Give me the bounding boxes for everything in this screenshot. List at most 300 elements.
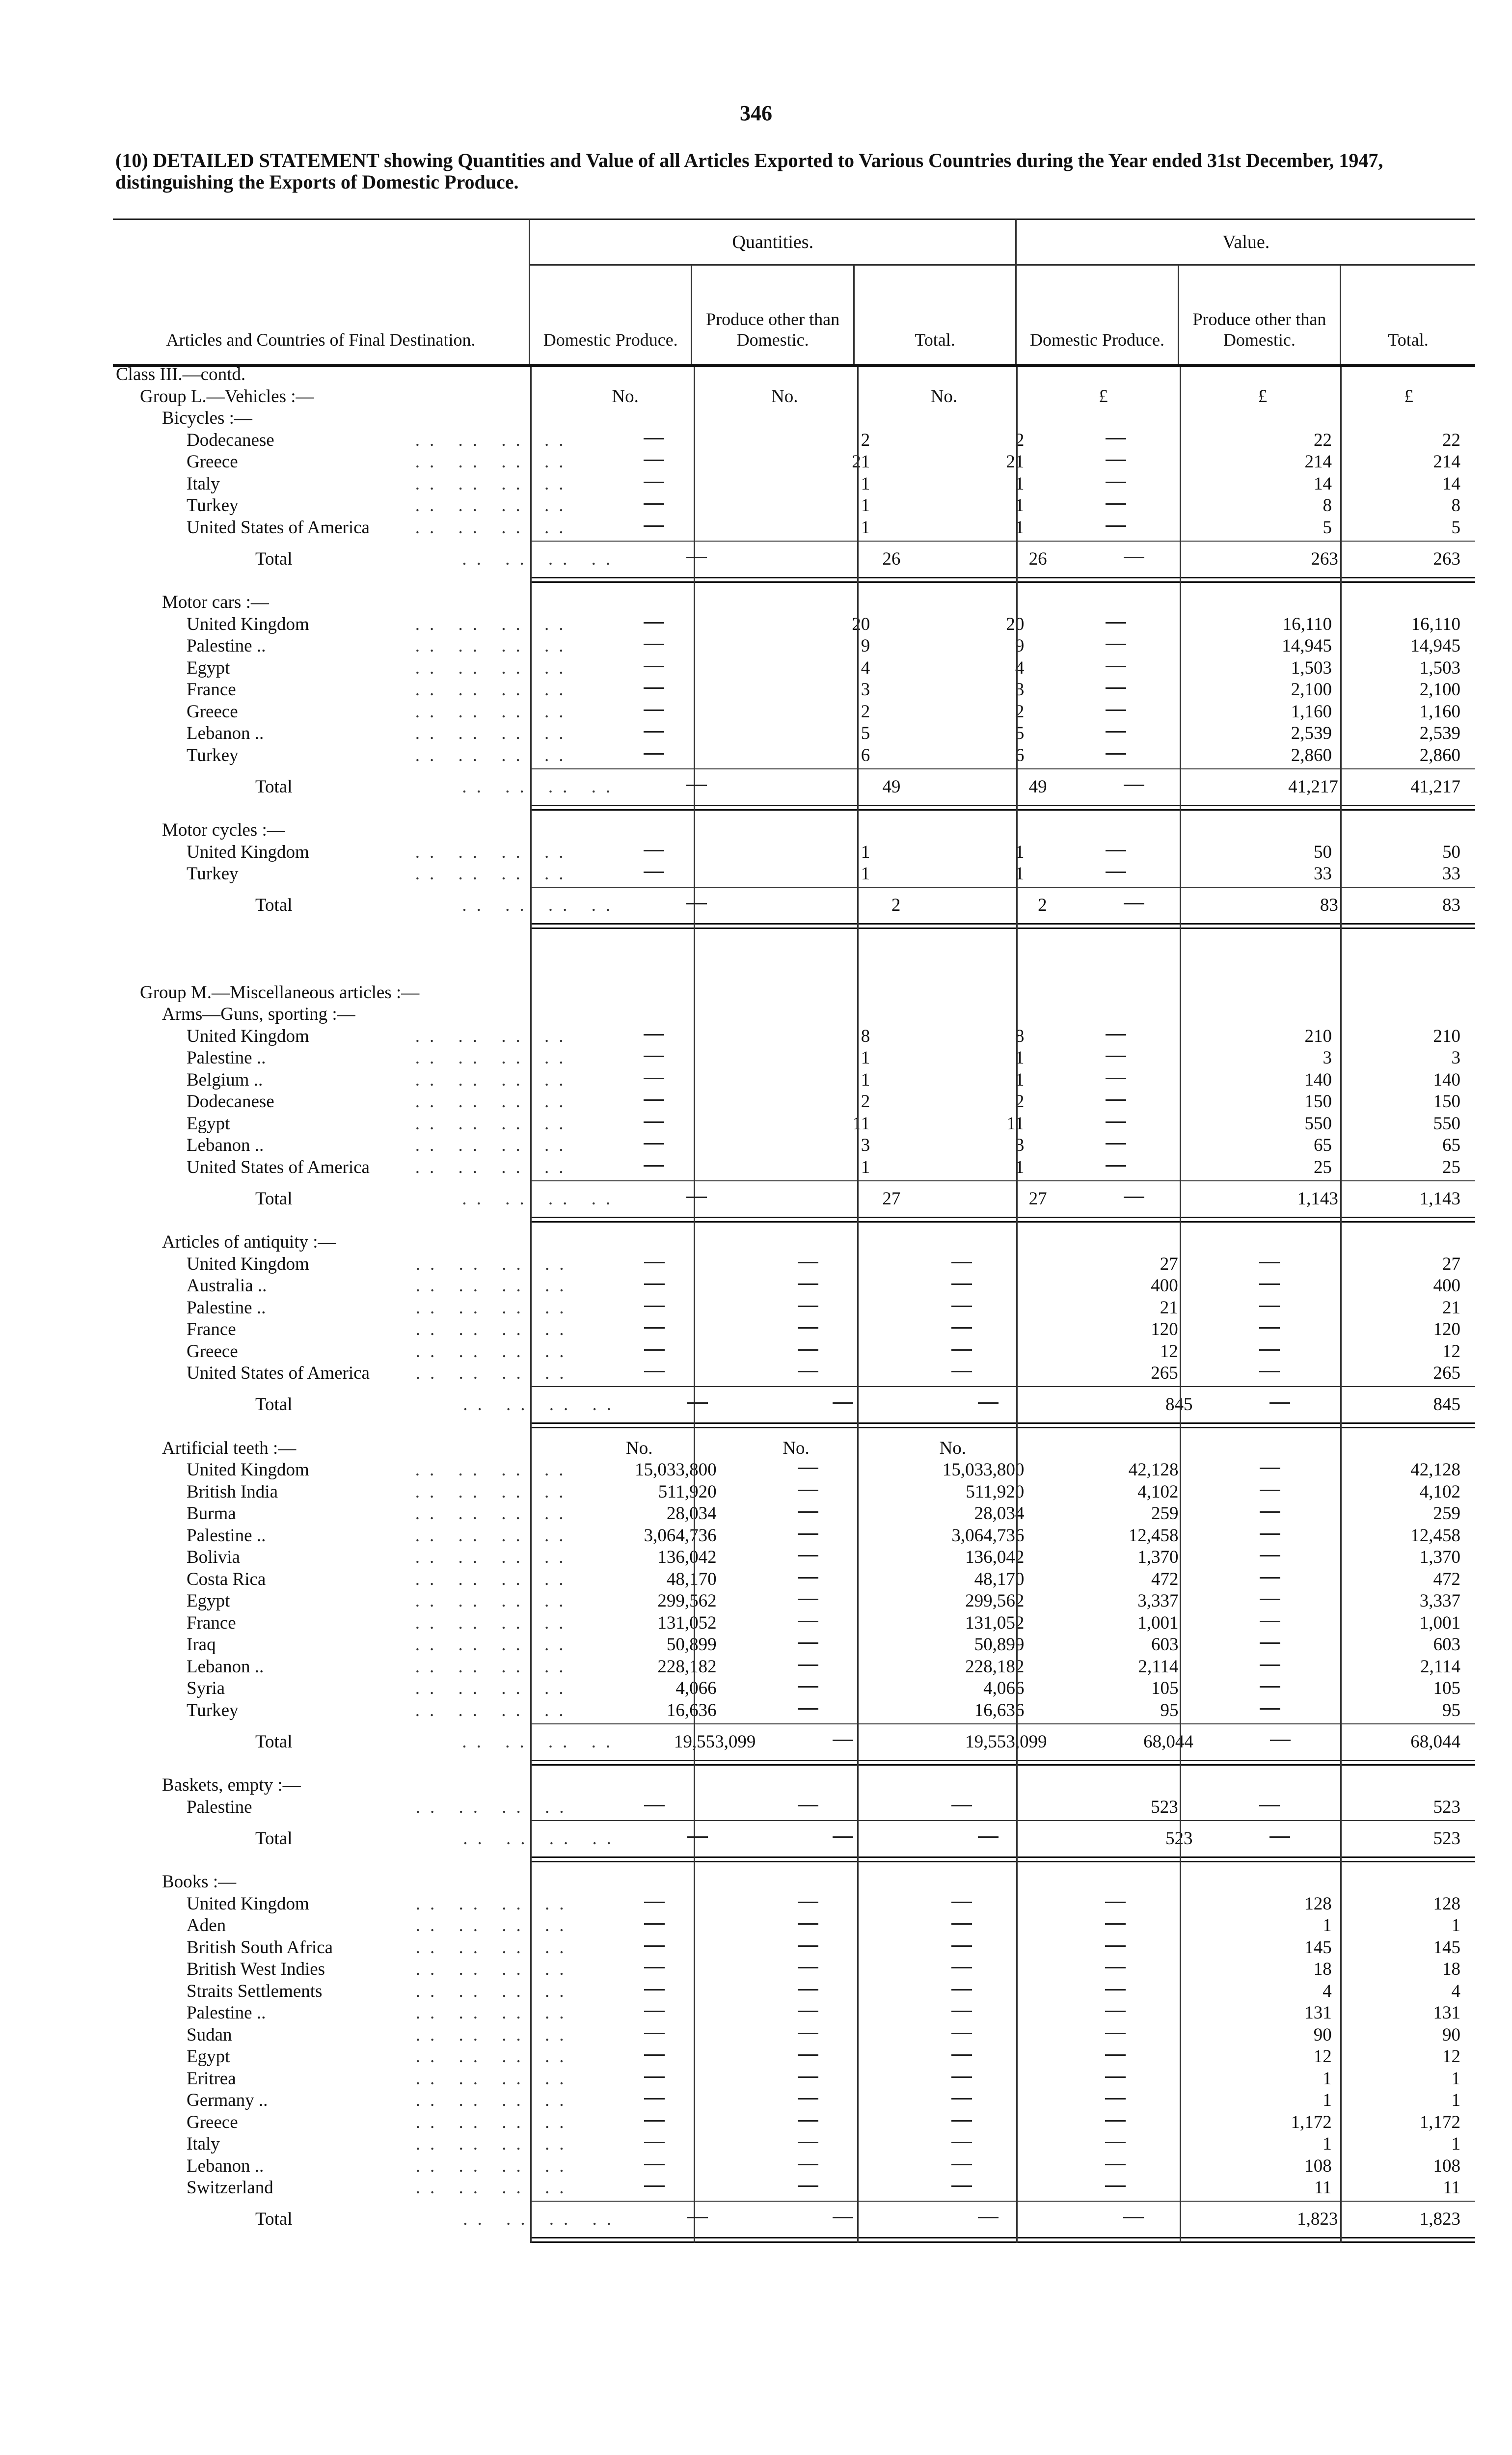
table-row <box>113 451 1475 473</box>
value-cell: 1,823 <box>1419 2209 1461 2229</box>
dash-mark <box>798 1642 818 1644</box>
leader-dots: .. .. .. .. <box>415 2068 574 2089</box>
nil-dash <box>1039 723 1192 744</box>
value-cell: 90 <box>1313 2024 1332 2045</box>
value-cell: 48,170 <box>666 1569 717 1589</box>
dash-mark <box>1124 557 1144 558</box>
row-label <box>113 863 577 885</box>
dash-mark <box>1260 1708 1280 1710</box>
value-cell: 150 <box>1433 1091 1460 1112</box>
leader-dots: .. .. .. .. <box>462 895 621 915</box>
dash-mark <box>798 1262 818 1263</box>
value-cell: 1 <box>1015 517 1025 538</box>
dash-mark <box>1106 622 1126 624</box>
dash-mark <box>644 2185 665 2187</box>
leader-dots: .. .. .. .. <box>415 2178 574 2198</box>
row-label-text: Total <box>255 2209 293 2229</box>
leader-dots: .. .. .. .. <box>415 1959 574 1979</box>
nil-dash <box>731 1569 885 1590</box>
dash-mark <box>1106 872 1126 873</box>
dash-mark <box>1260 1577 1280 1579</box>
dash-mark <box>798 1349 818 1351</box>
nil-dash <box>885 1254 1038 1275</box>
dash-mark <box>1260 1642 1280 1644</box>
table-row <box>113 2177 1475 2199</box>
value-cell: 1,503 <box>1419 657 1460 678</box>
dash-mark <box>951 1805 972 1806</box>
nil-dash <box>1038 1915 1192 1937</box>
row-label-text: Egypt <box>187 1591 230 1611</box>
value-cell: 120 <box>1433 1319 1460 1339</box>
dash-mark <box>644 1121 664 1123</box>
value-cell: 49 <box>1028 776 1047 797</box>
nil-dash <box>731 1590 885 1612</box>
nil-dash <box>577 723 731 744</box>
value-cell: 12 <box>1313 2046 1332 2067</box>
row-label-text: Greece <box>187 2112 238 2132</box>
value-cell: 9 <box>1015 636 1025 656</box>
dash-mark <box>798 1621 818 1622</box>
nil-dash <box>1193 1525 1347 1547</box>
value-cell: 90 <box>1442 2024 1460 2045</box>
unit-cell: No. <box>783 1438 810 1458</box>
value-cell: 1 <box>1015 473 1025 494</box>
table-row <box>113 723 1475 745</box>
value-cell: 25 <box>1442 1157 1460 1177</box>
row-label-text: Turkey <box>187 495 239 516</box>
row-label-text: Articles of antiquity :— <box>162 1232 336 1252</box>
dash-mark <box>1259 1805 1280 1806</box>
row-label <box>113 1915 578 1937</box>
value-cell: 145 <box>1304 1937 1332 1958</box>
row-label <box>113 2002 578 2024</box>
row-label <box>113 723 577 744</box>
value-cell: 5 <box>1451 517 1460 538</box>
value-cell: 11 <box>1314 2178 1332 2198</box>
row-label-text: United States of America <box>187 517 370 538</box>
dash-mark <box>1106 525 1126 527</box>
dash-mark <box>1106 1099 1126 1101</box>
leader-dots: .. .. .. .. <box>415 1893 574 1914</box>
nil-dash <box>916 1828 1061 1850</box>
row-label <box>113 1319 578 1340</box>
nil-dash <box>1039 1091 1192 1113</box>
dash-mark <box>951 1902 972 1903</box>
table-row <box>113 473 1475 495</box>
dash-mark <box>951 2054 972 2056</box>
row-label-text: Total <box>255 1731 293 1752</box>
dash-mark <box>798 1490 818 1491</box>
dash-mark <box>644 731 664 733</box>
row-label <box>113 1188 624 1210</box>
value-cell: 28,034 <box>974 1503 1025 1524</box>
row-label <box>113 745 577 766</box>
leader-dots: .. .. .. .. <box>415 701 573 722</box>
dash-mark <box>1260 1599 1280 1600</box>
dash-mark <box>1106 644 1126 645</box>
dash-mark <box>833 1836 853 1838</box>
leader-dots: .. .. .. .. <box>415 864 573 884</box>
dash-mark <box>1105 1923 1126 1925</box>
row-label <box>113 1656 577 1678</box>
value-cell: 2 <box>861 701 870 722</box>
row-label <box>113 1700 577 1721</box>
nil-dash <box>1193 1341 1347 1363</box>
double-rule <box>530 1856 1475 1862</box>
value-cell: 2,860 <box>1291 745 1332 765</box>
value-cell: 11 <box>1443 2178 1460 2198</box>
dash-mark <box>798 1468 818 1469</box>
row-label <box>113 1363 578 1384</box>
leader-dots: .. .. .. .. <box>415 636 573 656</box>
nil-dash <box>578 1297 731 1319</box>
total-row <box>113 1724 1475 1753</box>
val-other-header: Produce other than Domestic. <box>1178 266 1340 364</box>
row-label <box>113 1069 577 1091</box>
value-cell: 105 <box>1433 1678 1460 1698</box>
leader-dots: .. .. .. .. <box>415 1591 573 1611</box>
dash-mark <box>686 785 707 786</box>
nil-dash <box>731 2024 885 2046</box>
dash-mark <box>1105 1967 1126 1968</box>
column-headers <box>113 220 1475 367</box>
row-label-text: Egypt <box>187 1113 230 1134</box>
row-label-text: Total <box>255 1394 293 1415</box>
row-label-text: Books :— <box>162 1872 237 1892</box>
nil-dash <box>1208 1828 1353 1850</box>
value-cell: 2 <box>1015 701 1025 722</box>
value-cell: 210 <box>1304 1026 1332 1046</box>
dash-mark <box>644 753 664 755</box>
nil-dash <box>885 2068 1038 2090</box>
nil-dash <box>625 1394 770 1416</box>
double-rule <box>530 577 1475 583</box>
nil-dash <box>1193 1569 1347 1590</box>
nil-dash <box>731 1525 885 1547</box>
nil-dash <box>1039 842 1192 863</box>
dash-mark <box>644 482 664 483</box>
table-row <box>113 1656 1475 1678</box>
row-label <box>113 1503 577 1525</box>
row-label <box>113 592 560 613</box>
row-label <box>113 1634 577 1656</box>
value-cell: 21 <box>1442 1297 1460 1318</box>
value-cell: 33 <box>1313 864 1332 884</box>
dash-mark <box>644 644 664 645</box>
row-label <box>113 1612 577 1634</box>
dash-mark <box>798 1599 818 1600</box>
value-cell: 1,503 <box>1291 657 1332 678</box>
row-label <box>113 1254 578 1275</box>
row-label-text: Greece <box>187 452 238 472</box>
table-row <box>113 1275 1475 1297</box>
unit-cell: £ <box>1258 386 1268 407</box>
row-label-text: Lebanon .. <box>187 723 264 743</box>
row-label <box>113 1828 625 1850</box>
value-cell: 21 <box>1006 452 1025 472</box>
table-row <box>113 1069 1475 1091</box>
table-row <box>113 841 1475 863</box>
value-cell: 128 <box>1304 1893 1332 1914</box>
row-label <box>113 386 545 408</box>
dash-mark <box>1124 785 1144 786</box>
row-label <box>113 1981 578 2002</box>
quantities-header: Quantities. <box>732 232 814 252</box>
nil-dash <box>1193 1275 1347 1297</box>
qty-domestic-header: Domestic Produce. <box>543 330 678 350</box>
nil-dash <box>770 1394 916 1416</box>
dash-mark <box>798 1371 818 1372</box>
nil-dash <box>731 2068 885 2090</box>
value-cell: 4 <box>861 657 870 678</box>
row-label-text: Iraq <box>187 1635 216 1655</box>
qty-total-header: Total. <box>853 266 1015 364</box>
nil-dash <box>578 2068 731 2090</box>
row-label-text: British West Indies <box>187 1959 325 1979</box>
value-cell: 214 <box>1304 452 1332 472</box>
row-label <box>113 1774 560 1796</box>
value-cell: 12,458 <box>1128 1525 1179 1546</box>
row-label-text: Baskets, empty :— <box>162 1775 301 1795</box>
table-row <box>113 1547 1475 1569</box>
value-cell: 19,553,099 <box>674 1731 756 1752</box>
row-label-text: Total <box>255 895 293 915</box>
row-label <box>113 657 577 679</box>
dash-mark <box>798 1923 818 1925</box>
row-label-text: Greece <box>187 701 238 722</box>
value-cell: 2 <box>861 1091 870 1112</box>
value-cell: 1 <box>1015 495 1025 516</box>
value-cell: 11 <box>852 1113 870 1134</box>
row-label-text: Turkey <box>187 745 239 765</box>
leader-dots: .. .. .. .. <box>415 1113 573 1134</box>
nil-dash <box>1038 2046 1192 2068</box>
row-label-text: Egypt <box>187 2046 230 2067</box>
value-cell: 263 <box>1433 548 1460 569</box>
row-label <box>113 635 577 657</box>
leader-dots: .. .. .. .. <box>415 2090 574 2110</box>
row-label <box>113 451 577 473</box>
nil-dash <box>625 2209 770 2230</box>
nil-dash <box>577 430 731 451</box>
value-cell: 48,170 <box>974 1569 1025 1589</box>
nil-dash <box>1208 1731 1353 1753</box>
leader-dots: .. .. .. .. <box>415 2046 574 2067</box>
value-cell: 145 <box>1433 1937 1460 1958</box>
leader-dots: .. .. .. .. <box>462 1731 621 1752</box>
dash-mark <box>1105 1902 1126 1903</box>
table-row <box>113 1503 1475 1525</box>
value-cell: 27 <box>1028 1188 1047 1209</box>
nil-dash <box>578 1797 731 1818</box>
heading-row <box>113 1231 1475 1254</box>
table-row <box>113 679 1475 701</box>
value-cell: 259 <box>1151 1503 1179 1524</box>
row-label <box>113 614 577 635</box>
dash-mark <box>1105 2011 1126 2012</box>
value-cell: 8 <box>861 1026 870 1046</box>
nil-dash <box>731 1297 885 1319</box>
leader-dots: .. .. .. .. <box>415 745 573 765</box>
heading-row <box>113 1871 1475 1893</box>
nil-dash <box>577 863 731 885</box>
dash-mark <box>1105 2054 1126 2056</box>
heading-row <box>113 592 1475 614</box>
nil-dash <box>578 1981 731 2002</box>
nil-dash <box>578 1959 731 1980</box>
heading-row <box>113 819 1475 842</box>
value-cell: 50,899 <box>974 1635 1025 1655</box>
nil-dash <box>577 495 731 517</box>
row-label <box>113 2068 578 2090</box>
double-rule <box>530 1422 1475 1428</box>
value-cell: 2,100 <box>1291 680 1332 700</box>
nil-dash <box>1039 517 1192 539</box>
table-row <box>113 1481 1475 1503</box>
row-label <box>113 1937 578 1959</box>
nil-dash <box>885 1915 1038 1937</box>
value-cell: 3 <box>861 1135 870 1155</box>
row-label <box>113 408 560 429</box>
dash-mark <box>798 1708 818 1710</box>
nil-dash <box>1038 2024 1192 2046</box>
table-row <box>113 1525 1475 1547</box>
row-label <box>113 1004 560 1025</box>
value-header: Value. <box>1015 220 1475 264</box>
total-row <box>113 1181 1475 1210</box>
unit-cell: £ <box>1099 386 1108 407</box>
nil-dash <box>1039 701 1192 723</box>
dash-mark <box>1124 903 1144 904</box>
row-label-text: Australia .. <box>187 1276 267 1296</box>
row-label-text: Palestine .. <box>187 2003 266 2023</box>
table-row <box>113 1699 1475 1721</box>
table-row <box>113 635 1475 657</box>
value-cell: 22 <box>1442 430 1460 450</box>
value-cell: 12 <box>1442 2046 1460 2067</box>
dash-mark <box>951 1989 972 1991</box>
nil-dash <box>1193 1612 1347 1634</box>
nil-dash <box>731 1893 885 1915</box>
nil-dash <box>1193 1254 1347 1275</box>
row-label-text: Aden <box>187 1915 226 1936</box>
dash-mark <box>798 1902 818 1903</box>
statement-table <box>113 218 1475 2252</box>
value-cell: 83 <box>1442 895 1460 915</box>
value-cell: 1 <box>861 517 870 538</box>
value-cell: 1 <box>1323 1915 1332 1936</box>
dash-mark <box>798 1989 818 1991</box>
value-cell: 299,562 <box>965 1591 1025 1611</box>
dash-mark <box>644 1056 664 1057</box>
dash-mark <box>1260 1490 1280 1491</box>
leader-dots: .. .. .. .. <box>462 1188 621 1209</box>
leader-dots: .. .. .. .. <box>415 2134 574 2154</box>
value-cell: 228,182 <box>657 1656 717 1677</box>
nil-dash <box>1039 1135 1192 1156</box>
row-label <box>113 548 624 570</box>
value-cell: 4,066 <box>983 1678 1025 1698</box>
leader-dots: .. .. .. .. <box>415 2024 574 2045</box>
value-cell: 11 <box>1006 1113 1025 1134</box>
dash-mark <box>951 1371 972 1372</box>
value-cell: 42,128 <box>1128 1460 1179 1480</box>
spacer-row <box>113 938 1475 960</box>
value-cell: 1 <box>1451 1915 1460 1936</box>
row-label <box>113 1091 577 1113</box>
dash-mark <box>1106 503 1126 505</box>
row-label-text: Palestine .. <box>187 1525 266 1546</box>
nil-dash <box>1038 2068 1192 2090</box>
dash-mark <box>1105 1989 1126 1991</box>
table-row <box>113 744 1475 766</box>
table-row <box>113 1297 1475 1319</box>
value-cell: 2,539 <box>1291 723 1332 743</box>
value-cell: 1,370 <box>1137 1547 1179 1567</box>
nil-dash <box>731 1700 885 1721</box>
dash-mark <box>798 2120 818 2122</box>
dash-mark <box>798 2054 818 2056</box>
nil-dash <box>885 1297 1038 1319</box>
nil-dash <box>1039 635 1192 657</box>
nil-dash <box>731 2177 885 2199</box>
total-row <box>113 888 1475 916</box>
value-cell: 2,114 <box>1138 1656 1179 1677</box>
dash-mark <box>1105 1945 1126 1947</box>
leader-dots: .. .. .. .. <box>415 1635 573 1655</box>
nil-dash <box>578 1363 731 1384</box>
value-cell: 1 <box>1323 2134 1332 2154</box>
table-row <box>113 1363 1475 1385</box>
table-row <box>113 2024 1475 2046</box>
dash-mark <box>644 687 664 689</box>
row-label <box>113 2209 625 2230</box>
table-row <box>113 1980 1475 2002</box>
value-cell: 1 <box>1015 1157 1025 1177</box>
dash-mark <box>1105 2033 1126 2034</box>
dash-mark <box>798 1967 818 1968</box>
value-cell: 1 <box>861 495 870 516</box>
dash-mark <box>798 2142 818 2143</box>
value-cell: 65 <box>1313 1135 1332 1155</box>
dash-mark <box>951 1945 972 1947</box>
row-label-text: Palestine .. <box>187 636 266 656</box>
value-cell: 2,860 <box>1419 745 1460 765</box>
dash-mark <box>686 1197 707 1198</box>
nil-dash <box>1062 1188 1207 1210</box>
double-rule <box>530 1760 1475 1766</box>
leader-dots: .. .. .. .. <box>415 1460 573 1480</box>
nil-dash <box>1193 1547 1347 1568</box>
row-label-text: United States of America <box>187 1363 370 1383</box>
value-cell: 1 <box>861 473 870 494</box>
dash-mark <box>951 2120 972 2122</box>
dash-mark <box>1105 2142 1126 2143</box>
table-row <box>113 2111 1475 2133</box>
row-label <box>113 473 577 495</box>
dash-mark <box>798 1327 818 1329</box>
nil-dash <box>578 2002 731 2024</box>
value-cell: 2 <box>1015 430 1025 450</box>
leader-dots: .. .. .. .. <box>415 473 573 494</box>
row-label <box>113 982 545 1004</box>
total-row <box>113 542 1475 570</box>
nil-dash <box>1039 473 1192 495</box>
value-cell: 1 <box>861 842 870 862</box>
nil-dash <box>577 1026 731 1047</box>
value-cell: 20 <box>1006 614 1025 634</box>
leader-dots: .. .. .. .. <box>415 1157 573 1177</box>
